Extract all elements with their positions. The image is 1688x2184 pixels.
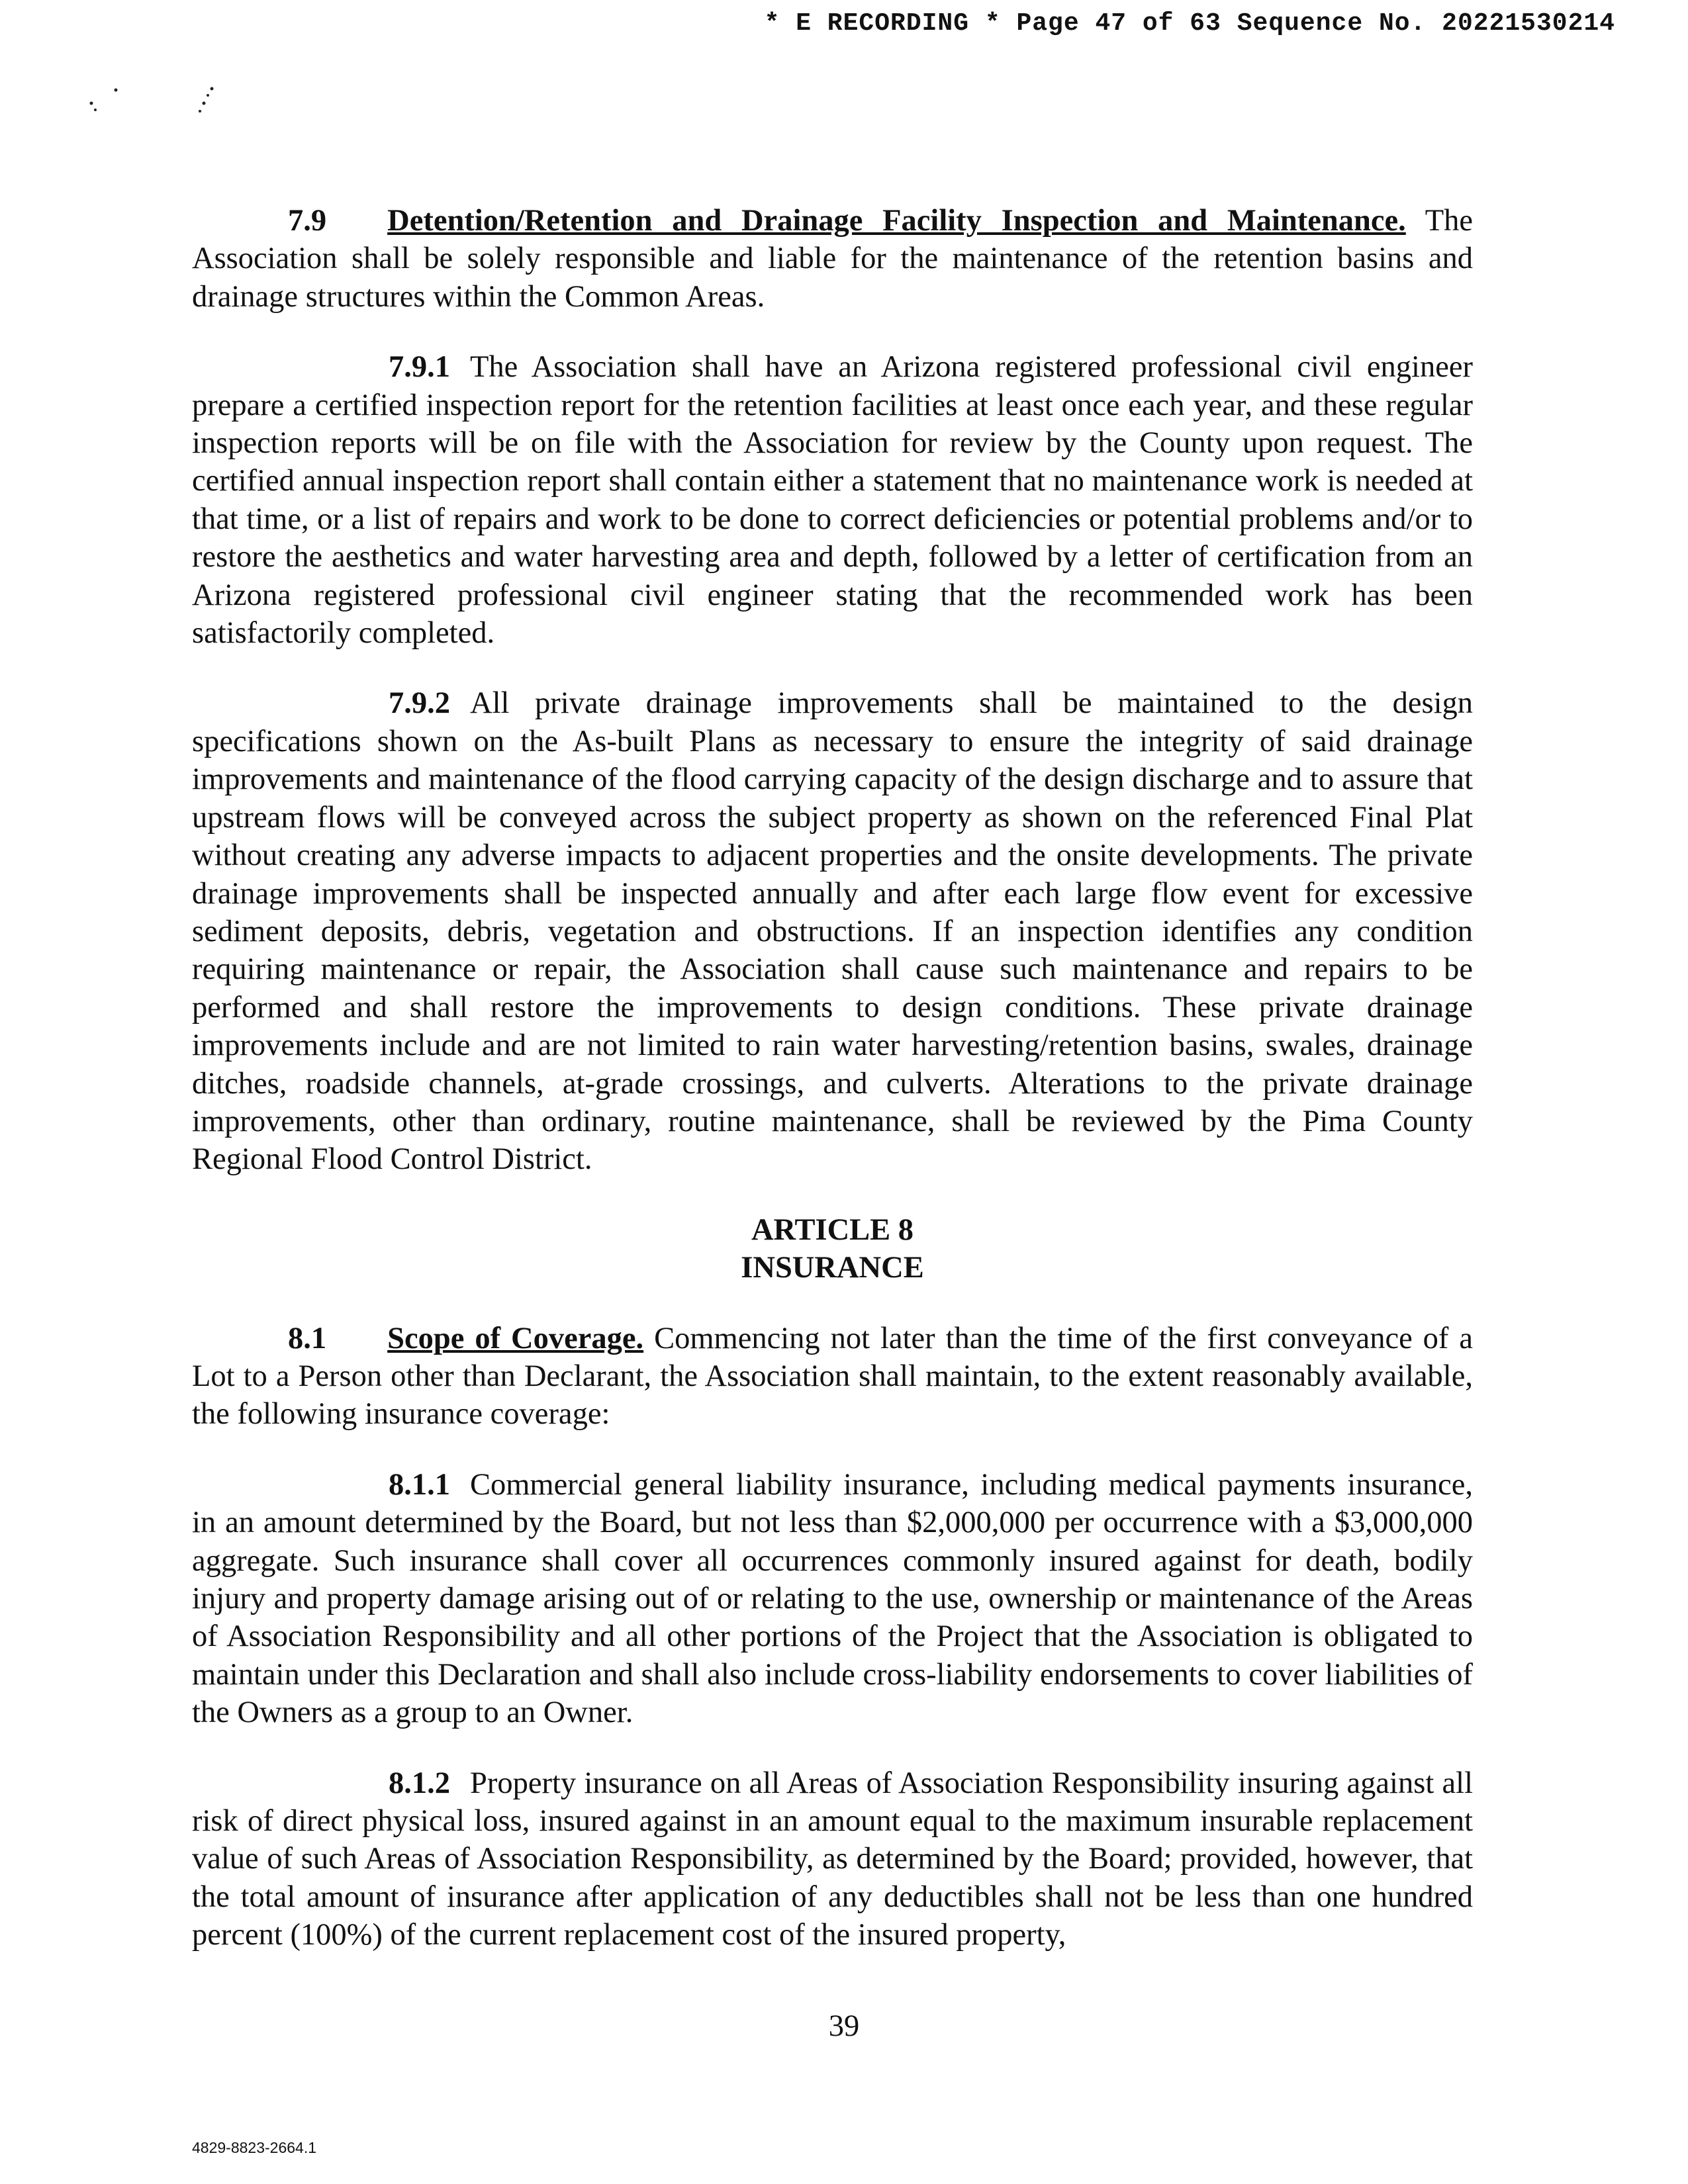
page-number: 39: [828, 2009, 860, 2043]
article-label: ARTICLE 8: [751, 1212, 914, 1247]
section-text: The Association shall have an Arizona registered professional civil engineer prepare a certified inspection report for the retention facilities at least once each year, and these regular inspection reports will be on file with the Association for review by the County upon request. The certified annual inspection report shall contain either a statement that no maintenance work is needed at that time, or a list of repairs and work to be done to correct deficiencies or potential problems and/or to restore the aesthetics and water harvesting area and depth, followed by a letter of certification from an Arizona registered professional civil engineer stating that the recommended work has been satisfactorily completed.: [192, 350, 1473, 651]
scan-specks: [86, 79, 245, 126]
section-7-9: [192, 202, 1473, 316]
section-number: 7.9.1: [389, 350, 450, 385]
section-number: 8.1: [288, 1321, 327, 1355]
section-title: Detention/Retention and Drainage Facility Inspection and Maintenance.: [387, 204, 1406, 238]
section-8-1-2: [192, 1764, 1473, 1954]
section-text: The Association shall be solely responsible and liable for the maintenance of the retention basins and drainage structures within the Common Areas.: [192, 204, 1473, 314]
document-id: 4829-8823-2664.1: [192, 2139, 316, 2156]
document-body: [192, 202, 1473, 1954]
section-number: 7.9.2: [389, 686, 450, 721]
section-text: All private drainage improvements shall be maintained to the design specifications shown on the As-built Plans as necessary to ensure the integrity of said drainage improvements and maintenance of the flood carrying capacity of the design discharge and to assure that upstream flows will be conveyed across the subject property as shown on the referenced Final Plat without creating any adverse impacts to adjacent properties and the onsite developments. The private drainage improvements shall be inspected annually and after each large flow event for excessive sediment deposits, debris, vegetation and obstructions. If an inspection identifies any condition requiring maintenance or repair, the Association shall cause such maintenance and repairs to be performed and shall restore the improvements to design conditions. These private drainage improvements include and are not limited to rain water harvesting/retention basins, swales, drainage ditches, roadside channels, at-grade crossings, and culverts. Alterations to the private drainage improvements, other than ordinary, routine maintenance, shall be reviewed by the Pima County Regional Flood Control District.: [192, 686, 1473, 1177]
article-title: INSURANCE: [741, 1251, 924, 1285]
section-text: Commercial general liability insurance, including medical payments insurance, in an amount determined by the Board, but not less than $2,000,000 per occurrence with a $3,000,000 aggregate. Such insurance shall cover all occurrences commonly insured against for death, bodily injury and property damage arising out of or relating to the use, ownership or maintenance of the Areas of Association Responsibility and all other portions of the Project that the Association is obligated to maintain under this Declaration and shall also include cross-liability endorsements to cover liabilities of the Owners as a group to an Owner.: [192, 1467, 1473, 1730]
section-number: 7.9: [288, 204, 327, 238]
section-text: Commencing not later than the time of the first conveyance of a Lot to a Person other than Declarant, the Association shall maintain, to the extent reasonably available, the following insurance coverage:: [192, 1321, 1474, 1432]
section-8-1-1: [192, 1466, 1473, 1732]
section-7-9-2: [192, 684, 1473, 1178]
section-number: 8.1.1: [389, 1467, 450, 1502]
section-8-1: [192, 1320, 1473, 1433]
section-number: 8.1.2: [389, 1766, 450, 1800]
section-text: Property insurance on all Areas of Association Responsibility insuring against all risk of direct physical loss, insured against in an amount equal to the maximum insurable replacement value of such Areas of Association Responsibility, as determined by the Board; provided, however, that the total amount of insurance after application of any deductibles shall not be less than one hundred percent (100%) of the current replacement cost of the insured property,: [192, 1766, 1473, 1952]
section-title: Scope of Coverage.: [387, 1321, 644, 1355]
section-7-9-1: [192, 348, 1473, 652]
recording-header: * E RECORDING * Page 47 of 63 Sequence No. 20221530214: [764, 9, 1615, 38]
